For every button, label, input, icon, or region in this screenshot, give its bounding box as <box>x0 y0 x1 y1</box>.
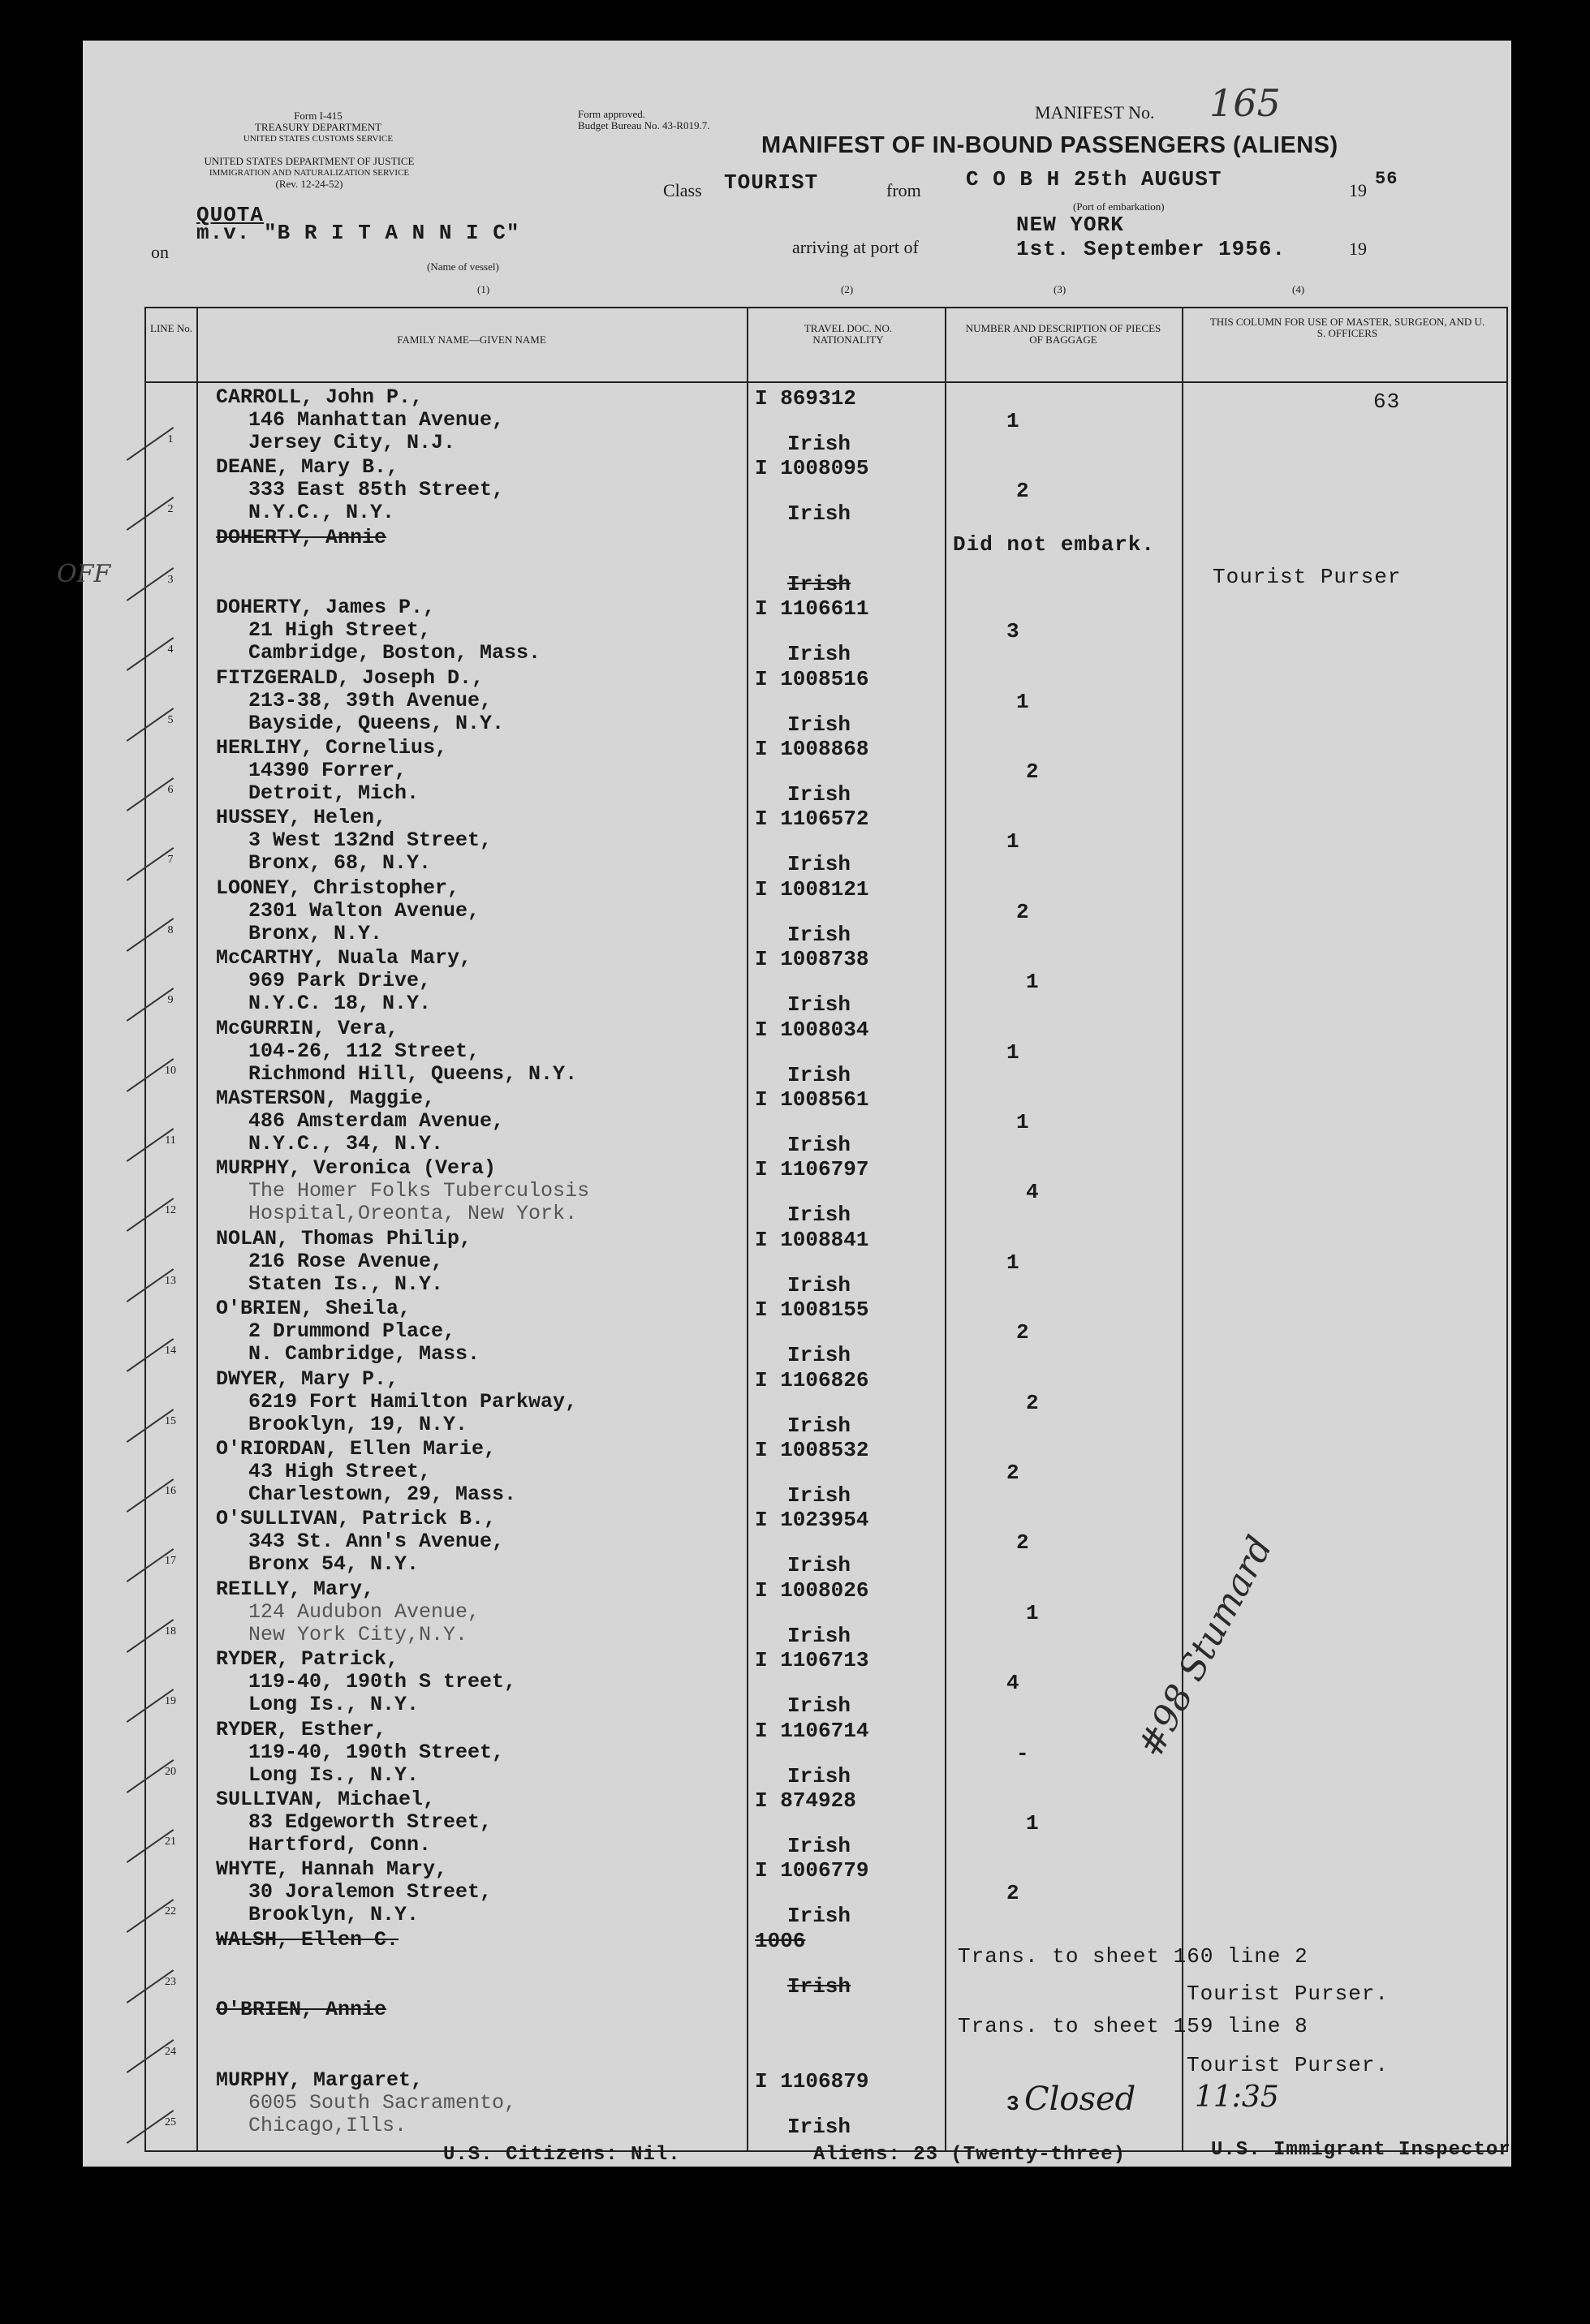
nationality: Irish <box>787 432 851 456</box>
nationality: Irish <box>787 1133 851 1157</box>
nationality: Irish <box>787 1062 851 1087</box>
table-row <box>146 1508 1506 1577</box>
table-row <box>146 667 1506 737</box>
travel-doc-number: I 1008561 <box>755 1087 869 1112</box>
arrival-date: 1st. September 1956. <box>1016 237 1286 261</box>
travel-doc-number: I 1008738 <box>755 947 869 972</box>
nationality: Irish <box>787 1623 851 1648</box>
nationality: Irish <box>787 501 851 527</box>
on-label: on <box>151 242 169 262</box>
passenger-entry <box>216 1228 472 1296</box>
baggage-count: 2 <box>1016 1530 1029 1556</box>
baggage-count: 4 <box>1006 1671 1019 1696</box>
passenger-name: WHYTE, Hannah Mary, <box>216 1857 448 1882</box>
travel-doc-number: 1006 <box>755 1928 806 1953</box>
passenger-entry <box>216 2069 516 2137</box>
passenger-name: O'BRIEN, Annie <box>216 1998 387 2022</box>
line-number: 5 <box>167 713 174 726</box>
passenger-entry <box>216 1368 577 1436</box>
port-embark-caption: (Port of embarkation) <box>1073 200 1165 213</box>
passenger-name: MURPHY, Veronica (Vera) <box>216 1156 497 1181</box>
table-row <box>146 386 1506 456</box>
address-line-2: Bronx, N.Y. <box>248 921 383 945</box>
line-number: 16 <box>165 1485 176 1497</box>
baggage-count: 1 <box>1016 1110 1029 1134</box>
passenger-entry <box>216 947 472 1015</box>
table-row <box>146 737 1506 807</box>
address-line-2: Chicago,Ills. <box>248 2113 407 2137</box>
passenger-entry <box>216 877 480 945</box>
address-line-1: 3 West 132nd Street, <box>248 828 493 853</box>
justice-block <box>151 156 468 190</box>
table-row <box>146 1788 1506 1858</box>
footer-citizens: U.S. Citizens: Nil. <box>443 2144 681 2166</box>
baggage-count: 1 <box>1006 1250 1019 1275</box>
baggage-count: 1 <box>1006 1039 1019 1065</box>
line-number: 7 <box>167 854 174 867</box>
nationality: Irish <box>787 712 851 737</box>
line-number: 8 <box>167 923 174 936</box>
form-agency-block <box>172 110 464 144</box>
baggage-count: 2 <box>1006 1461 1019 1485</box>
travel-doc-number: I 1008532 <box>755 1438 869 1462</box>
trans-note-23: Trans. to sheet 160 line 2 <box>958 1944 1308 1969</box>
purser-line-3: Tourist Purser <box>1213 565 1402 589</box>
passenger-name: LOONEY, Christopher, <box>216 876 460 900</box>
nationality: Irish <box>787 1904 851 1929</box>
year-suffix: 19 <box>1349 239 1367 259</box>
justice-dept: UNITED STATES DEPARTMENT OF JUSTICE <box>204 155 415 167</box>
passenger-entry <box>216 737 447 805</box>
nationality: Irish <box>787 1834 851 1858</box>
customs-service: UNITED STATES CUSTOMS SERVICE <box>243 134 394 144</box>
travel-doc-number: I 1106572 <box>755 807 869 832</box>
table-row <box>146 947 1506 1017</box>
manifest-no-value: 165 <box>1209 81 1281 125</box>
passenger-name: RYDER, Esther, <box>216 1717 387 1741</box>
passenger-entry <box>216 1858 492 1926</box>
punch-hole <box>32 2019 76 2063</box>
address-line-1: 2 Drummond Place, <box>248 1319 456 1344</box>
line-number: 15 <box>165 1414 176 1427</box>
passenger-entry <box>216 386 504 454</box>
approval-block <box>578 109 709 131</box>
address-line-2: Richmond Hill, Queens, N.Y. <box>248 1061 578 1086</box>
baggage-count: 1 <box>1026 1811 1039 1836</box>
address-line-2: New York City,N.Y. <box>248 1622 468 1646</box>
passenger-entry <box>216 1018 577 1086</box>
nationality: Irish <box>787 1553 851 1578</box>
line-number: 17 <box>165 1555 176 1568</box>
manifest-page <box>57 41 1511 2167</box>
passenger-name: REILLY, Mary, <box>216 1577 375 1601</box>
nationality: Irish <box>787 1272 851 1298</box>
address-line-2: Cambridge, Boston, Mass. <box>248 641 541 665</box>
baggage-count: 1 <box>1026 1600 1039 1625</box>
table-row <box>146 2069 1506 2139</box>
passenger-entry <box>216 1438 516 1506</box>
col-num-4: (4) <box>1292 283 1305 295</box>
line-number: 21 <box>165 1836 176 1848</box>
table-row <box>146 596 1506 666</box>
nationality: Irish <box>787 642 851 667</box>
travel-doc-number: I 1008026 <box>755 1577 869 1603</box>
inspector-handwritten-stamp: #98 Stumard <box>1130 1529 1281 1764</box>
baggage-count: 3 <box>1006 619 1019 644</box>
nationality: Irish <box>787 571 851 596</box>
address-line-2: Brooklyn, N.Y. <box>248 1903 420 1927</box>
passenger-entry <box>216 1157 589 1225</box>
nationality: Irish <box>787 992 851 1018</box>
nationality: Irish <box>787 1483 851 1508</box>
nationality: Irish <box>787 782 851 807</box>
address-line-1: 6005 South Sacramento, <box>248 2090 517 2115</box>
passenger-name: O'SULLIVAN, Patrick B., <box>216 1507 497 1531</box>
col-num-2: (2) <box>841 283 854 295</box>
travel-doc-number: I 1008868 <box>755 737 869 761</box>
passenger-name: SULLIVAN, Michael, <box>216 1788 436 1811</box>
class-value: TOURIST <box>724 170 819 195</box>
nationality: Irish <box>787 922 851 947</box>
nationality: Irish <box>787 1203 851 1228</box>
address-line-2: Long Is., N.Y. <box>248 1693 420 1717</box>
from-label: from <box>886 180 921 200</box>
address-line-1: 119-40, 190th S treet, <box>248 1670 517 1694</box>
address-line-2: Bayside, Queens, N.Y. <box>248 711 505 735</box>
passenger-entry <box>216 456 504 524</box>
punch-hole <box>32 1110 76 1154</box>
closed-time: 11:35 <box>1195 2081 1279 2114</box>
travel-doc-number: I 1008841 <box>755 1227 869 1252</box>
line-number: 6 <box>167 784 174 796</box>
passenger-entry <box>216 1648 516 1716</box>
table-row <box>146 1648 1506 1718</box>
travel-doc-number: I 1008034 <box>755 1017 869 1042</box>
purser-line-23: Tourist Purser. <box>1187 1982 1390 2006</box>
baggage-count: 2 <box>1026 760 1039 784</box>
passenger-name: HERLIHY, Cornelius, <box>216 736 448 760</box>
table-row <box>146 1228 1506 1298</box>
passenger-entry <box>216 1929 399 1952</box>
passenger-name: O'RIORDAN, Ellen Marie, <box>216 1437 497 1461</box>
address-line-1: 333 East 85th Street, <box>248 478 505 502</box>
address-line-2: Brooklyn, 19, N.Y. <box>248 1412 468 1436</box>
line-number: 23 <box>165 1975 176 1988</box>
line-number: 14 <box>165 1345 176 1358</box>
passenger-name: CARROLL, John P., <box>216 385 424 409</box>
punch-hole <box>32 115 76 159</box>
passenger-entry <box>216 1999 386 2021</box>
line-number: 4 <box>167 643 174 656</box>
arrival-port: NEW YORK <box>1016 213 1124 237</box>
passenger-name: McCARTHY, Nuala Mary, <box>216 946 472 970</box>
off-mark: OFF <box>57 560 111 588</box>
address-line-2: Charlestown, 29, Mass. <box>248 1483 517 1506</box>
address-line-1: 6219 Fort Hamilton Parkway, <box>248 1389 578 1414</box>
travel-doc-number: I 1106879 <box>755 2068 869 2094</box>
line-number: 22 <box>165 1905 176 1918</box>
address-line-2: Bronx 54, N.Y. <box>248 1552 420 1577</box>
punch-hole <box>32 209 76 253</box>
from-value: C O B H 25th AUGUST <box>966 167 1222 192</box>
table-row <box>146 1438 1506 1508</box>
line-number: 10 <box>165 1064 176 1077</box>
address-line-2: Detroit, Mich. <box>248 781 420 805</box>
address-line-1: 486 Amsterdam Avenue, <box>248 1109 505 1133</box>
purser-line-24: Tourist Purser. <box>1187 2053 1390 2077</box>
punch-hole <box>32 2120 76 2163</box>
address-line-1: The Homer Folks Tuberculosis <box>248 1179 590 1203</box>
col-header-line-no: LINE No. <box>150 322 192 334</box>
travel-doc-number: I 1106797 <box>755 1157 869 1182</box>
col-header-baggage: NUMBER AND DESCRIPTION OF PIECES OF BAGGAGE <box>965 322 1161 346</box>
address-line-1: 2301 Walton Avenue, <box>248 898 480 923</box>
passenger-entry <box>216 596 541 665</box>
travel-doc-number: I 1106611 <box>755 596 869 622</box>
vessel-caption: (Name of vessel) <box>427 260 499 273</box>
passenger-entry <box>216 1508 504 1576</box>
year-prefix: 19 <box>1349 180 1367 200</box>
address-line-1: 104-26, 112 Street, <box>248 1039 480 1063</box>
header-divider <box>146 381 1506 383</box>
baggage-count: 2 <box>1016 479 1029 504</box>
passenger-entry <box>216 1578 480 1646</box>
passenger-name: NOLAN, Thomas Philip, <box>216 1226 472 1250</box>
table-row <box>146 1018 1506 1087</box>
line-number: 2 <box>167 503 174 516</box>
treasury-dept: TREASURY DEPARTMENT <box>254 121 382 133</box>
nationality: Irish <box>787 1973 851 1999</box>
travel-doc-number: I 1008095 <box>755 456 869 481</box>
passenger-entry <box>216 527 386 549</box>
baggage-count: 1 <box>1006 829 1019 854</box>
baggage-count: 4 <box>1026 1180 1039 1205</box>
line-number: 25 <box>165 2115 176 2128</box>
line-number: 11 <box>165 1134 176 1147</box>
count-63: 63 <box>1373 389 1401 414</box>
manifest-title: MANIFEST OF IN-BOUND PASSENGERS (ALIENS) <box>761 132 1338 158</box>
address-line-1: 14390 Forrer, <box>248 759 407 782</box>
col-header-name: FAMILY NAME—GIVEN NAME <box>397 334 546 346</box>
baggage-count: 2 <box>1016 1320 1029 1345</box>
baggage-count: - <box>1016 1741 1029 1766</box>
address-line-2: Long Is., N.Y. <box>248 1762 420 1787</box>
baggage-count: 1 <box>1016 689 1029 714</box>
table-row <box>146 1157 1506 1227</box>
address-line-2: Hartford, Conn. <box>248 1833 432 1857</box>
line-number: 18 <box>165 1625 176 1638</box>
budget-bureau: Budget Bureau No. 43-R019.7. <box>578 119 710 131</box>
address-line-1: 343 St. Ann's Avenue, <box>248 1530 505 1554</box>
passenger-name: DOHERTY, Annie <box>216 525 387 549</box>
vessel-name: m.v. "B R I T A N N I C" <box>196 221 520 245</box>
line-number: 9 <box>167 994 174 1007</box>
passenger-name: MASTERSON, Maggie, <box>216 1087 436 1110</box>
table-row <box>146 1298 1506 1367</box>
closed-note: Closed <box>1024 2081 1136 2118</box>
nationality: Irish <box>787 1343 851 1368</box>
baggage-count: 2 <box>1016 899 1029 924</box>
nationality: Irish <box>787 1694 851 1719</box>
passenger-name: WALSH, Ellen C. <box>216 1927 399 1952</box>
col-num-1: (1) <box>477 283 490 295</box>
baggage-count: 1 <box>1006 409 1019 433</box>
address-line-1: 969 Park Drive, <box>248 969 432 993</box>
passenger-name: DOHERTY, James P., <box>216 596 436 620</box>
baggage-count: 3 <box>1006 2091 1019 2116</box>
passenger-entry <box>216 807 492 875</box>
did-not-embark: Did not embark. <box>953 532 1156 557</box>
line-number: 13 <box>165 1274 176 1287</box>
line-number: 3 <box>167 573 174 586</box>
table-row <box>146 1368 1506 1438</box>
line-number: 19 <box>165 1695 176 1708</box>
address-line-1: 43 High Street, <box>248 1460 432 1483</box>
footer-aliens: Aliens: 23 (Twenty-three) <box>813 2144 1127 2166</box>
passenger-name: MURPHY, Margaret, <box>216 2068 424 2092</box>
nationality: Irish <box>787 1763 851 1788</box>
line-number: 1 <box>167 433 174 445</box>
passenger-entry <box>216 1298 480 1366</box>
passenger-entry <box>216 1788 492 1857</box>
form-number: Form I-415 <box>294 110 343 122</box>
nationality: Irish <box>787 2114 851 2139</box>
line-number: 20 <box>165 1765 176 1778</box>
trans-note-24: Trans. to sheet 159 line 8 <box>958 2014 1308 2038</box>
address-line-2: Jersey City, N.J. <box>248 431 456 454</box>
address-line-1: 119-40, 190th Street, <box>248 1740 505 1764</box>
address-line-2: N.Y.C., 34, N.Y. <box>248 1132 444 1156</box>
nationality: Irish <box>787 852 851 877</box>
baggage-count: 2 <box>1026 1390 1039 1415</box>
address-line-1: 124 Audubon Avenue, <box>248 1599 480 1624</box>
address-line-2: N.Y.C. 18, N.Y. <box>248 992 432 1016</box>
address-line-2: N. Cambridge, Mass. <box>248 1342 480 1366</box>
ins-service: IMMIGRATION AND NATURALIZATION SERVICE <box>209 168 410 178</box>
form-approved: Form approved. <box>578 108 646 120</box>
passenger-name: RYDER, Patrick, <box>216 1647 399 1672</box>
table-row <box>146 1719 1506 1788</box>
travel-doc-number: I 874928 <box>755 1788 856 1813</box>
footer-inspector: U.S. Immigrant Inspector <box>1211 2139 1511 2161</box>
passenger-name: McGURRIN, Vera, <box>216 1016 399 1040</box>
baggage-count: 1 <box>1026 970 1039 995</box>
table-row <box>146 1858 1506 1928</box>
travel-doc-number: I 1008516 <box>755 666 869 691</box>
passenger-entry <box>216 667 504 735</box>
address-line-1: 83 Edgeworth Street, <box>248 1810 493 1834</box>
col-header-travel-doc: TRAVEL DOC. NO. NATIONALITY <box>804 322 893 346</box>
passenger-name: FITZGERALD, Joseph D., <box>216 665 485 690</box>
address-line-1: 21 High Street, <box>248 618 432 643</box>
passenger-name: DWYER, Mary P., <box>216 1366 399 1391</box>
table-row <box>146 807 1506 876</box>
table-row <box>146 456 1506 526</box>
travel-doc-number: I 1008121 <box>755 876 869 902</box>
travel-doc-number: I 1006779 <box>755 1858 869 1883</box>
travel-doc-number: I 1106714 <box>755 1718 869 1743</box>
address-line-2: Hospital,Oreonta, New York. <box>248 1202 578 1226</box>
address-line-2: Bronx, 68, N.Y. <box>248 851 432 876</box>
quota-label: QUOTA <box>196 203 265 227</box>
manifest-no-label: MANIFEST No. <box>1035 102 1155 123</box>
passenger-name: DEANE, Mary B., <box>216 455 399 480</box>
address-line-1: 146 Manhattan Avenue, <box>248 408 505 432</box>
line-number: 24 <box>165 2046 176 2059</box>
col-header-officers: THIS COLUMN FOR USE OF MASTER, SURGEON, AND U. S. OFFICERS <box>1209 316 1485 339</box>
line-number: 12 <box>165 1204 176 1217</box>
passenger-entry <box>216 1719 504 1787</box>
address-line-2: N.Y.C., N.Y. <box>248 501 395 525</box>
table-row <box>146 877 1506 947</box>
travel-doc-number: I 1106826 <box>755 1367 869 1392</box>
travel-doc-number: I 1023954 <box>755 1508 869 1533</box>
class-label: Class <box>663 180 702 200</box>
travel-doc-number: I 1106713 <box>755 1648 869 1673</box>
travel-doc-number: I 869312 <box>755 386 856 411</box>
passenger-entry <box>216 1087 504 1156</box>
address-line-1: 213-38, 39th Avenue, <box>248 688 493 712</box>
table-row <box>146 1578 1506 1648</box>
year-value: 56 <box>1375 169 1398 189</box>
address-line-1: 216 Rose Avenue, <box>248 1249 444 1273</box>
col-num-3: (3) <box>1054 283 1066 295</box>
passenger-name: HUSSEY, Helen, <box>216 806 387 830</box>
travel-doc-number: I 1008155 <box>755 1298 869 1323</box>
nationality: Irish <box>787 1413 851 1438</box>
arriving-label: arriving at port of <box>792 237 919 257</box>
baggage-count: 2 <box>1006 1881 1019 1906</box>
passenger-name: O'BRIEN, Sheila, <box>216 1297 412 1321</box>
rev-date: (Rev. 12-24-52) <box>275 178 343 190</box>
table-row <box>146 1087 1506 1157</box>
address-line-1: 30 Joralemon Street, <box>248 1880 493 1904</box>
address-line-2: Staten Is., N.Y. <box>248 1272 444 1296</box>
